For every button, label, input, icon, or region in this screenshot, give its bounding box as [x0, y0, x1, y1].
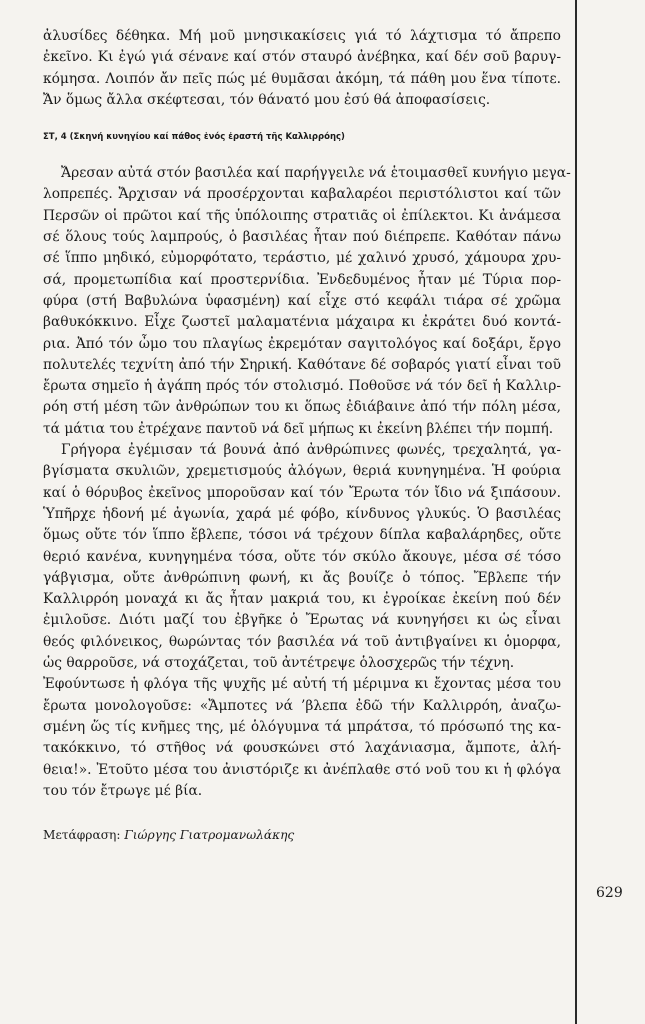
paragraph-line: ἔρωτα μονολογοῦσε: «Ἄμποτες νά ’βλεπα ἐδῶ τήν Καλλιρρόη, ἀναζω-: [43, 697, 561, 714]
text-column: [43, 26, 571, 844]
paragraph-line: σέ ὅλους τούς λαμπρούς, ὁ βασιλέας ἦταν πού διέπρεπε. Καθόταν πάνω: [43, 229, 561, 246]
paragraph-line: τακόκκινο, τό στῆθος νά φουσκώνει στό λαχάνιασμα, ἄμποτε, ἀλή-: [43, 740, 561, 757]
paragraph-line: Ἄρεσαν αὐτά στόν βασιλέα καί παρήγγειλε νά ἑτοιμασθεῖ κυνήγιο μεγα-: [61, 165, 571, 182]
paragraph-line: Γρήγορα ἐγέμισαν τά βουνά ἀπό ἀνθρώπινες φωνές, τρεχαλητά, γα-: [61, 442, 561, 459]
paragraph-line: Ἐφούντωσε ἡ φλόγα τῆς ψυχῆς μέ αὐτή τή μέριμνα κι ἔχοντας μέσα του: [43, 676, 561, 693]
paragraph-line: τά μάτια του ἐτρέχανε παντοῦ νά δεῖ μήπως κι ἐκείνη βλέπει τήν πομπή.: [43, 420, 554, 437]
paragraph-line: ἐμιλοῦσε. Διότι μαζί του ἐβγῆκε ὁ Ἔρωτας νά κυνηγήσει κι ὡς εἶναι: [43, 612, 561, 629]
paragraph-1: [43, 163, 571, 440]
paragraph-line: σά, προμετωπίδια καί προστερνίδια. Ἐνδεδυμένος ἦταν μέ Τύρια πορ-: [43, 271, 561, 288]
translator-name: Γιώργης Γιατρομανωλάκης: [124, 828, 295, 843]
paragraph-line: ὅμως οὔτε τόν ἵππο ἔβλεπε, τόσοι νά τρέχουν δίπλα καβαλάρηδες, οὔτε: [43, 527, 561, 544]
paragraph-line: Καλλιρρόη μοναχά κι ἄς ἦταν μακριά του, κι ἐγροίκαε ἐκείνη πού δέν: [43, 591, 561, 608]
translator-label: Μετάφραση:: [43, 828, 121, 843]
paragraph-line: θεριό κανένα, κυνηγημένα τόσα, οὔτε τόν σκύλο ἄκουγε, μέσα σέ τόσο: [43, 548, 561, 565]
intro-line: ἐκεῖνο. Κι ἐγώ γιά σένανε καί στόν σταυρό ἀνέβηκα, καί δέν σοῦ βαρυγ-: [43, 49, 561, 66]
paragraph-2: [43, 440, 561, 802]
paragraph-line: βγίσματα σκυλιῶν, χρεμετισμούς ἀλόγων, θεριά κυνηγημένα. Ἡ φούρια: [43, 463, 561, 480]
paragraph-line: βαθυκόκκινο. Εἶχε ζωστεῖ μαλαματένια μάχαιρα κι ἐκράτει δυό κοντά-: [43, 314, 561, 331]
paragraph-line: σέ ἵππο μηδικό, εὐμορφότατο, τεράστιο, μέ χαλινό χρυσό, χάμουρα χρυ-: [43, 250, 561, 267]
intro-line: Ἄν ὅμως ἄλλα σκέφτεσαι, τόν θάνατό μου ἐσύ θά ἀποφασίσεις.: [43, 91, 491, 108]
margin-rule: [575, 0, 577, 1024]
intro-line: κόμησα. Λοιπόν ἄν πεῖς πώς μέ θυμᾶσαι ἀκόμη, τά πάθη μου ἕνα τίποτε.: [43, 70, 561, 87]
paragraph-line: φύρα (στή Βαβυλώνα ὑφασμένη) καί εἶχε στό κεφάλι τιάρα σέ χρῶμα: [43, 292, 561, 309]
paragraph-line: σμένη ὥς τίς κνῆμες της, μέ ὁλόγυμνα τά μπράτσα, τό πρόσωπό της κα-: [43, 718, 561, 735]
paragraph-line: καί ὁ θόρυβος ἐκεῖνος μποροῦσαν καί τόν Ἔρωτα τόν ἴδιο νά ξιπάσουν.: [43, 484, 561, 501]
paragraph-line: Ὑπῆρχε ἡδονή μέ ἀγωνία, χαρά μέ φόβο, κίνδυνος γλυκύς. Ὁ βασιλέας: [43, 505, 561, 522]
paragraph-line: Περσῶν οἱ πρῶτοι καί τῆς ὑπόλοιπης στρατιᾶς οἱ ἐπίλεκτοι. Κι ἀνάμεσα: [43, 207, 561, 224]
paragraph-line: ρια. Ἀπό τόν ὦμο του πλαγίως ἐκρεμόταν σαγιτολόγος καί δοξάρι, ἔργο: [43, 335, 561, 352]
paragraph-line: ὡς θαρροῦσε, νά στοχάζεται, τοῦ ἀντέτρεψε ὁλοσχερῶς τήν τέχνη.: [43, 655, 515, 672]
paragraph-line: του τόν ἔτρωγε μέ βία.: [43, 782, 203, 799]
intro-line: ἀλυσίδες δέθηκα. Μή μοῦ μνησικακίσεις γιά τό λάχτισμα τό ἄπρεπο: [43, 28, 561, 44]
paragraph-line: ρόη στή μέση τῶν ἀνθρώπων του κι ὅπως ἐδιάβαινε ἀπό τήν πόλη μέσα,: [43, 399, 561, 416]
intro-passage: [43, 26, 561, 111]
paragraph-line: γάβγισμα, οὔτε ἀνθρώπινη φωνή, κι ἄς βουίζε ὁ τόπος. Ἔβλεπε τήν: [43, 569, 561, 586]
page-number: 629: [596, 885, 623, 901]
paragraph-line: πολυτελές τεχνίτη ἀπό τήν Σηρική. Καθότανε δέ σοβαρός γιατί εἶναι τοῦ: [43, 356, 561, 373]
paragraph-line: θεια!». Ἐτοῦτο μέσα του ἀνιστόριζε κι ἀνέπλαθε στό νοῦ του κι ἡ φλόγα: [43, 761, 561, 778]
paragraph-line: λοπρεπές. Ἄρχισαν νά προσέρχονται καβαλαρέοι περιστόλιστοι καί τῶν: [43, 186, 561, 203]
paragraph-line: θεός φιλόνεικος, θωρώντας τόν βασιλέα νά τοῦ ἀντιβγαίνει κι ὁμορφα,: [43, 633, 561, 650]
section-heading: ΣΤ, 4 (Σκηνή κυνηγίου καί πάθος ἑνός ἐραστή τῆς Καλλιρρόης): [43, 132, 345, 143]
paragraph-line: ἔρωτα σημεῖο ἡ ἀγάπη πρός τόν στολισμό. Ποθοῦσε νά τόν δεῖ ἡ Καλλιρ-: [43, 378, 561, 395]
translator-credit: [43, 826, 561, 844]
